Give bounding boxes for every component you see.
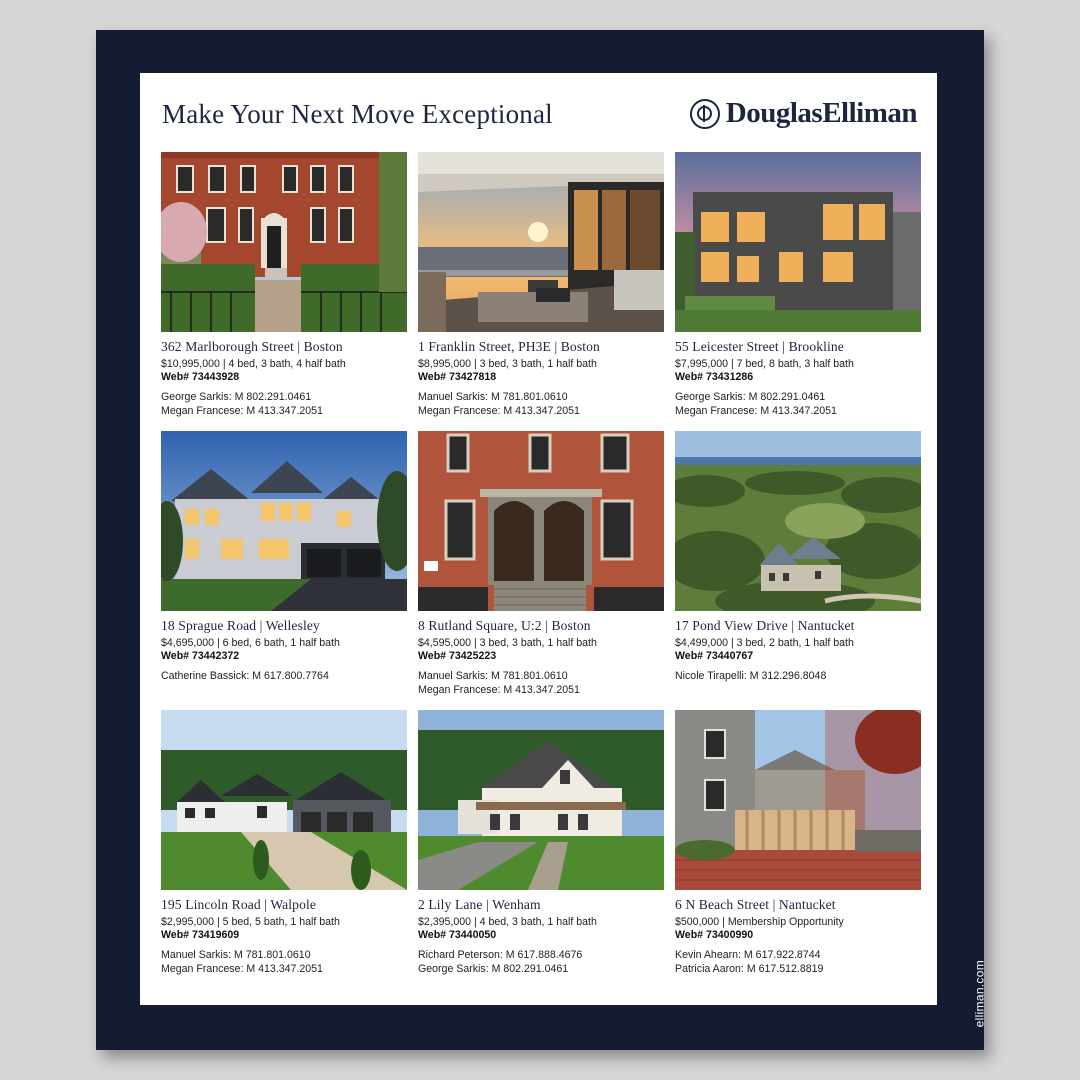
listing-agents: [161, 948, 407, 976]
agent-contact: Megan Francese: M 413.347.2051: [418, 405, 580, 417]
listing-web-id: Web# 73425223: [418, 650, 497, 662]
ad-frame: [96, 30, 984, 1050]
listing-agents: [675, 669, 921, 683]
listing-details: $8,995,000 | 3 bed, 3 bath, 1 half bath: [418, 358, 597, 370]
listing-card[interactable]: [418, 152, 664, 418]
listing-address: 17 Pond View Drive | Nantucket: [675, 618, 855, 633]
listing-photo: [161, 152, 407, 332]
agent-contact: Patricia Aaron: M 617.512.8819: [675, 963, 824, 975]
agent-contact: Megan Francese: M 413.347.2051: [161, 963, 323, 975]
listing-card[interactable]: [418, 710, 664, 976]
agent-contact: Megan Francese: M 413.347.2051: [418, 684, 580, 696]
listing-address: 2 Lily Lane | Wenham: [418, 897, 541, 912]
listing-details: $2,995,000 | 5 bed, 5 bath, 1 half bath: [161, 916, 340, 928]
listing-photo: [161, 431, 407, 611]
listing-agents: [418, 669, 664, 697]
listing-card[interactable]: [161, 431, 407, 683]
listing-web-id: Web# 73431286: [675, 371, 754, 383]
listing-web-id: Web# 73440767: [675, 650, 754, 662]
brand-name: DouglasElliman: [725, 97, 917, 129]
listing-agents: [161, 669, 407, 683]
listing-details: $10,995,000 | 4 bed, 3 bath, 4 half bath: [161, 358, 346, 370]
agent-contact: George Sarkis: M 802.291.0461: [675, 391, 826, 403]
listing-card[interactable]: [161, 710, 407, 976]
headline: Make Your Next Move Exceptional: [162, 99, 553, 129]
agent-contact: George Sarkis: M 802.291.0461: [418, 963, 569, 975]
listing-web-id: Web# 73443928: [161, 371, 240, 383]
listing-web-id: Web# 73427818: [418, 371, 497, 383]
listing-agents: [418, 948, 664, 976]
listing-address: 195 Lincoln Road | Walpole: [161, 897, 316, 912]
listing-agents: [418, 390, 664, 418]
listing-card[interactable]: [161, 152, 407, 418]
listing-address: 55 Leicester Street | Brookline: [675, 339, 844, 354]
agent-contact: George Sarkis: M 802.291.0461: [161, 391, 312, 403]
listing-photo: [675, 710, 921, 890]
listing-details: $4,499,000 | 3 bed, 2 bath, 1 half bath: [675, 637, 854, 649]
listing-address: 6 N Beach Street | Nantucket: [675, 897, 836, 912]
agent-contact: Richard Peterson: M 617.888.4676: [418, 949, 583, 961]
listing-address: 1 Franklin Street, PH3E | Boston: [418, 339, 600, 354]
listing-photo: [161, 710, 407, 890]
agent-contact: Manuel Sarkis: M 781.801.0610: [161, 949, 311, 961]
listing-card[interactable]: [675, 431, 921, 683]
ad-panel: [140, 73, 937, 1005]
listing-details: $500,000 | Membership Opportunity: [675, 916, 844, 928]
listing-details: $7,995,000 | 7 bed, 8 bath, 3 half bath: [675, 358, 854, 370]
listing-address: 18 Sprague Road | Wellesley: [161, 618, 320, 633]
agent-contact: Megan Francese: M 413.347.2051: [161, 405, 323, 417]
listing-card[interactable]: [675, 152, 921, 418]
listing-web-id: Web# 73400990: [675, 929, 754, 941]
agent-contact: Manuel Sarkis: M 781.801.0610: [418, 391, 568, 403]
listing-address: 8 Rutland Square, U:2 | Boston: [418, 618, 591, 633]
agent-contact: Megan Francese: M 413.347.2051: [675, 405, 837, 417]
listing-address: 362 Marlborough Street | Boston: [161, 339, 343, 354]
listing-details: $4,695,000 | 6 bed, 6 bath, 1 half bath: [161, 637, 340, 649]
listing-card[interactable]: [675, 710, 921, 976]
listing-details: $4,595,000 | 3 bed, 3 bath, 1 half bath: [418, 637, 597, 649]
listing-photo: [418, 431, 664, 611]
listing-agents: [161, 390, 407, 418]
agent-contact: Nicole Tirapelli: M 312.296.8048: [675, 670, 827, 682]
listing-web-id: Web# 73440050: [418, 929, 497, 941]
listing-web-id: Web# 73442372: [161, 650, 240, 662]
brand-logo[interactable]: [690, 97, 917, 130]
site-url[interactable]: elliman.com: [972, 960, 986, 1028]
listing-agents: [675, 390, 921, 418]
agent-contact: Catherine Bassick: M 617.800.7764: [161, 670, 329, 682]
listing-agents: [675, 948, 921, 976]
listing-photo: [418, 152, 664, 332]
listing-web-id: Web# 73419609: [161, 929, 240, 941]
listing-card[interactable]: [418, 431, 664, 697]
listing-photo: [675, 152, 921, 332]
listing-details: $2,395,000 | 4 bed, 3 bath, 1 half bath: [418, 916, 597, 928]
listing-photo: [675, 431, 921, 611]
de-monogram-icon: [690, 99, 720, 129]
agent-contact: Kevin Ahearn: M 617.922.8744: [675, 949, 821, 961]
agent-contact: Manuel Sarkis: M 781.801.0610: [418, 670, 568, 682]
listing-photo: [418, 710, 664, 890]
